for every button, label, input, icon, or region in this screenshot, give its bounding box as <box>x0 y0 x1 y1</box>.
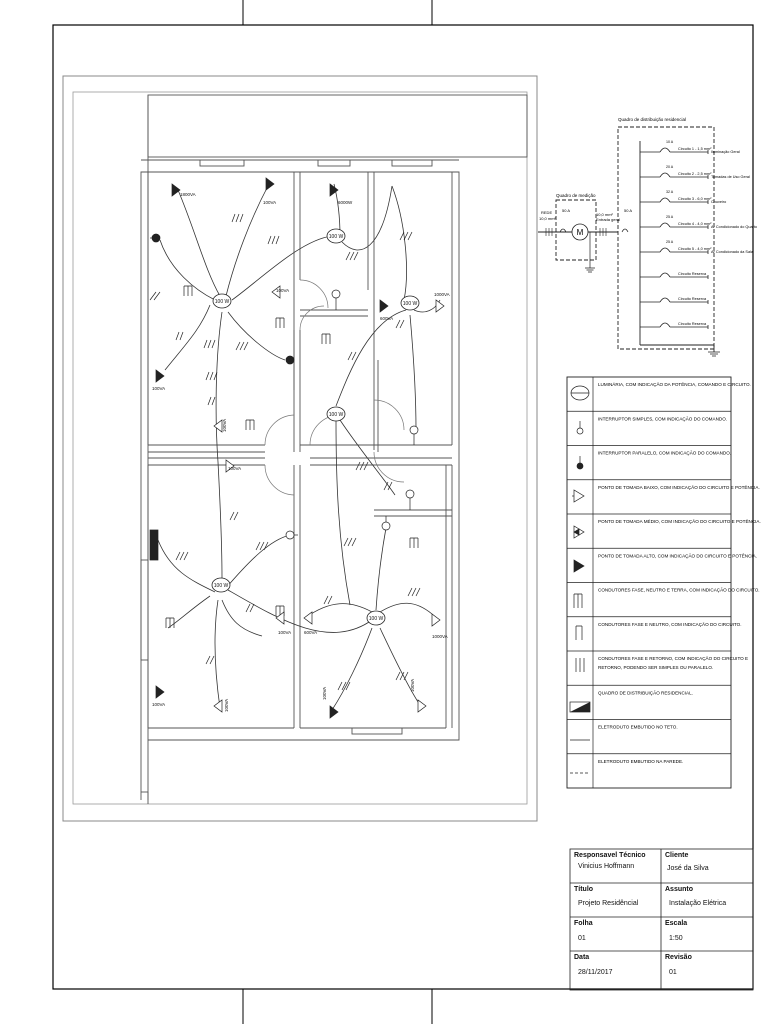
outlet-7 <box>330 184 353 205</box>
svg-text:Circuito 5 - 4,0 mm²: Circuito 5 - 4,0 mm² <box>678 247 712 251</box>
circuit-branch-6 <box>640 272 708 279</box>
responsavel-value: Vinicius Hoffmann <box>578 863 635 870</box>
switch-b <box>286 356 294 364</box>
walls <box>141 95 527 804</box>
circuit-branch-2 <box>640 165 750 179</box>
svg-text:1000VA: 1000VA <box>432 634 448 639</box>
floor-plan <box>63 76 537 821</box>
cliente-label: Cliente <box>665 852 689 859</box>
circuit-branch-3 <box>640 190 726 204</box>
svg-text:Circuito Reserva: Circuito Reserva <box>678 297 707 301</box>
circuit-branch-7 <box>640 297 708 304</box>
revisao-label: Revisão <box>665 954 692 961</box>
svg-text:Quadro de distribuição residen: Quadro de distribuição residencial <box>618 117 687 122</box>
circuit-branch-4 <box>640 215 757 229</box>
svg-text:100VA: 100VA <box>228 466 242 471</box>
outlet-11 <box>214 699 229 712</box>
svg-text:100 W: 100 W <box>328 234 344 240</box>
outlet-8 <box>434 292 450 312</box>
circuit-branch-8 <box>640 322 708 329</box>
lamp-hall <box>327 407 345 421</box>
lamp-bath <box>401 296 419 310</box>
data-value: 28/11/2017 <box>578 969 613 976</box>
outlet-15 <box>322 687 338 718</box>
svg-text:100 W: 100 W <box>328 412 344 418</box>
svg-text:25 A: 25 A <box>666 240 674 244</box>
svg-text:Ar Condicionado da Sala: Ar Condicionado da Sala <box>711 250 754 254</box>
legend-text-12: ELETRODUTO EMBUTIDO NA PAREDE. <box>598 758 684 764</box>
legend-text-6: PONTO DE TOMADA ALTO, COM INDICAÇÃO DO CIRCUITO E POTÊNCIA. <box>598 553 758 559</box>
switch-f <box>286 531 298 539</box>
escala-label: Escala <box>665 920 688 927</box>
svg-text:1000VA: 1000VA <box>434 292 450 297</box>
svg-text:600VA: 600VA <box>304 630 318 635</box>
svg-text:100VA: 100VA <box>222 418 227 432</box>
svg-text:Circuito Reserva: Circuito Reserva <box>678 272 707 276</box>
assunto-value: Instalação Elétrica <box>669 900 727 907</box>
svg-text:Circuito Reserva: Circuito Reserva <box>678 322 707 326</box>
legend-text-8: CONDUTORES FASE E NEUTRO, COM INDICAÇÃO DO CIRCUITO. <box>598 621 742 627</box>
meter-symbol: M <box>576 228 584 237</box>
svg-text:1800VA: 1800VA <box>180 192 196 197</box>
svg-text:Tomadas de Uso Geral: Tomadas de Uso Geral <box>711 175 750 179</box>
svg-text:100VA: 100VA <box>263 200 277 205</box>
svg-text:Circuito 3 - 6,0 mm²: Circuito 3 - 6,0 mm² <box>678 197 712 201</box>
folha-label: Folha <box>574 920 593 927</box>
svg-text:32 A: 32 A <box>666 190 674 194</box>
escala-value: 1:50 <box>669 935 683 942</box>
legend-text-9: CONDUTORES FASE E RETORNO, COM INDICAÇÃO DO CIRCUITO E RETORNO, PODENDO SER SIMPLES OU PARALELO. <box>598 656 749 670</box>
svg-text:100 W: 100 W <box>368 616 384 622</box>
folha-value: 01 <box>578 935 586 942</box>
svg-text:50 A: 50 A <box>562 208 571 213</box>
outlet-5 <box>380 300 393 321</box>
svg-text:10,0 mm²: 10,0 mm² <box>596 212 613 217</box>
circuit-branches <box>640 140 757 329</box>
legend-text-11: ELETRODUTO EMBUTIDO NO TETO. <box>598 724 678 730</box>
revisao-value: 01 <box>669 969 677 976</box>
svg-text:100 W: 100 W <box>214 299 230 305</box>
svg-text:100VA: 100VA <box>410 678 415 692</box>
legend-text-7: CONDUTORES FASE, NEUTRO E TERRA, COM INDICAÇÃO DO CIRCUITO. <box>598 587 760 593</box>
svg-text:600VA: 600VA <box>380 316 394 321</box>
svg-text:Quadro de medição: Quadro de medição <box>556 193 596 198</box>
switch-g <box>382 516 390 530</box>
responsavel-label: Responsavel Técnico <box>574 852 646 859</box>
data-label: Data <box>574 954 590 961</box>
single-line-diagram <box>538 117 757 356</box>
outlet-3 <box>152 370 165 391</box>
svg-text:REDE: REDE <box>541 210 553 215</box>
svg-text:10 A: 10 A <box>666 140 674 144</box>
titulo-value: Projeto Residêncial <box>578 900 639 907</box>
outlet-13 <box>304 612 317 635</box>
lamp-kitchen <box>327 229 345 243</box>
legend-table <box>567 377 761 788</box>
legend-text-5: PONTO DE TOMADA MÉDIO, COM INDICAÇÃO DO CIRCUITO E POTÊNCIA. <box>598 519 761 524</box>
legend-text-4: PONTO DE TOMADA BAIXO, COM INDICAÇÃO DO CIRCUITO E POTÊNCIA. <box>598 484 760 490</box>
legend-text-2: INTERRUPTOR SIMPLES, COM INDICAÇÃO DO COMANDO. <box>598 416 728 422</box>
outlet-12 <box>276 612 291 635</box>
titulo-label: Título <box>574 886 594 893</box>
circuit-branch-5 <box>640 240 754 254</box>
switch-e <box>406 490 414 510</box>
assunto-label: Assunto <box>665 886 693 893</box>
svg-text:Circuito 4 - 4,0 mm²: Circuito 4 - 4,0 mm² <box>678 222 712 226</box>
svg-text:Circuito 2 - 2,5 mm²: Circuito 2 - 2,5 mm² <box>678 172 712 176</box>
title-block <box>570 849 753 990</box>
switch-c <box>332 290 340 310</box>
svg-text:100 W: 100 W <box>402 301 418 307</box>
outlet-4 <box>272 286 289 298</box>
outlet-14 <box>432 614 448 639</box>
svg-text:10,0 mm²: 10,0 mm² <box>539 216 556 221</box>
svg-text:20 A: 20 A <box>666 165 674 169</box>
svg-text:100VA: 100VA <box>278 630 292 635</box>
svg-text:100VA: 100VA <box>224 698 229 712</box>
svg-text:100VA: 100VA <box>276 288 290 293</box>
conduit-runs <box>158 184 440 710</box>
svg-text:Iluminação Geral: Iluminação Geral <box>711 150 740 154</box>
plan-distribution-board <box>150 530 158 560</box>
svg-text:Entrada geral: Entrada geral <box>596 217 621 222</box>
legend-text-1: LUMINÁRIA, COM INDICAÇÃO DA POTÊNCIA, COMANDO E CIRCUITO. <box>598 382 751 387</box>
svg-text:100VA: 100VA <box>152 702 166 707</box>
circuit-branch-1 <box>640 140 740 154</box>
outlet-1 <box>172 184 196 197</box>
svg-text:25 A: 25 A <box>666 215 674 219</box>
svg-text:Ar Condicionado do Quarto: Ar Condicionado do Quarto <box>711 225 758 229</box>
switch-a <box>150 234 160 242</box>
outlet-10 <box>152 686 165 707</box>
svg-text:100VA: 100VA <box>322 686 327 700</box>
lamp-living-upper <box>213 294 231 308</box>
legend-text-10: QUADRO DE DISTRIBUIÇÃO RESIDENCIAL. <box>598 690 693 696</box>
svg-text:100 W: 100 W <box>213 583 229 589</box>
luminaires <box>212 229 419 625</box>
svg-text:50 A: 50 A <box>624 208 633 213</box>
svg-text:Circuito 1 - 1,5 mm²: Circuito 1 - 1,5 mm² <box>678 147 712 151</box>
cliente-value: José da Silva <box>667 865 709 872</box>
outlet-16 <box>410 679 426 712</box>
switch-d <box>410 426 418 445</box>
legend-text-3: INTERRUPTOR PARALELO, COM INDICAÇÃO DO COMANDO. <box>598 450 732 456</box>
svg-text:100VA: 100VA <box>152 386 166 391</box>
outlet-9 <box>226 460 241 472</box>
lamp-bedroom-2 <box>367 611 385 625</box>
svg-text:Chuveiro: Chuveiro <box>711 200 727 204</box>
door-swings <box>265 280 404 495</box>
svg-text:6000W: 6000W <box>338 200 353 205</box>
lamp-bedroom-1 <box>212 578 230 592</box>
